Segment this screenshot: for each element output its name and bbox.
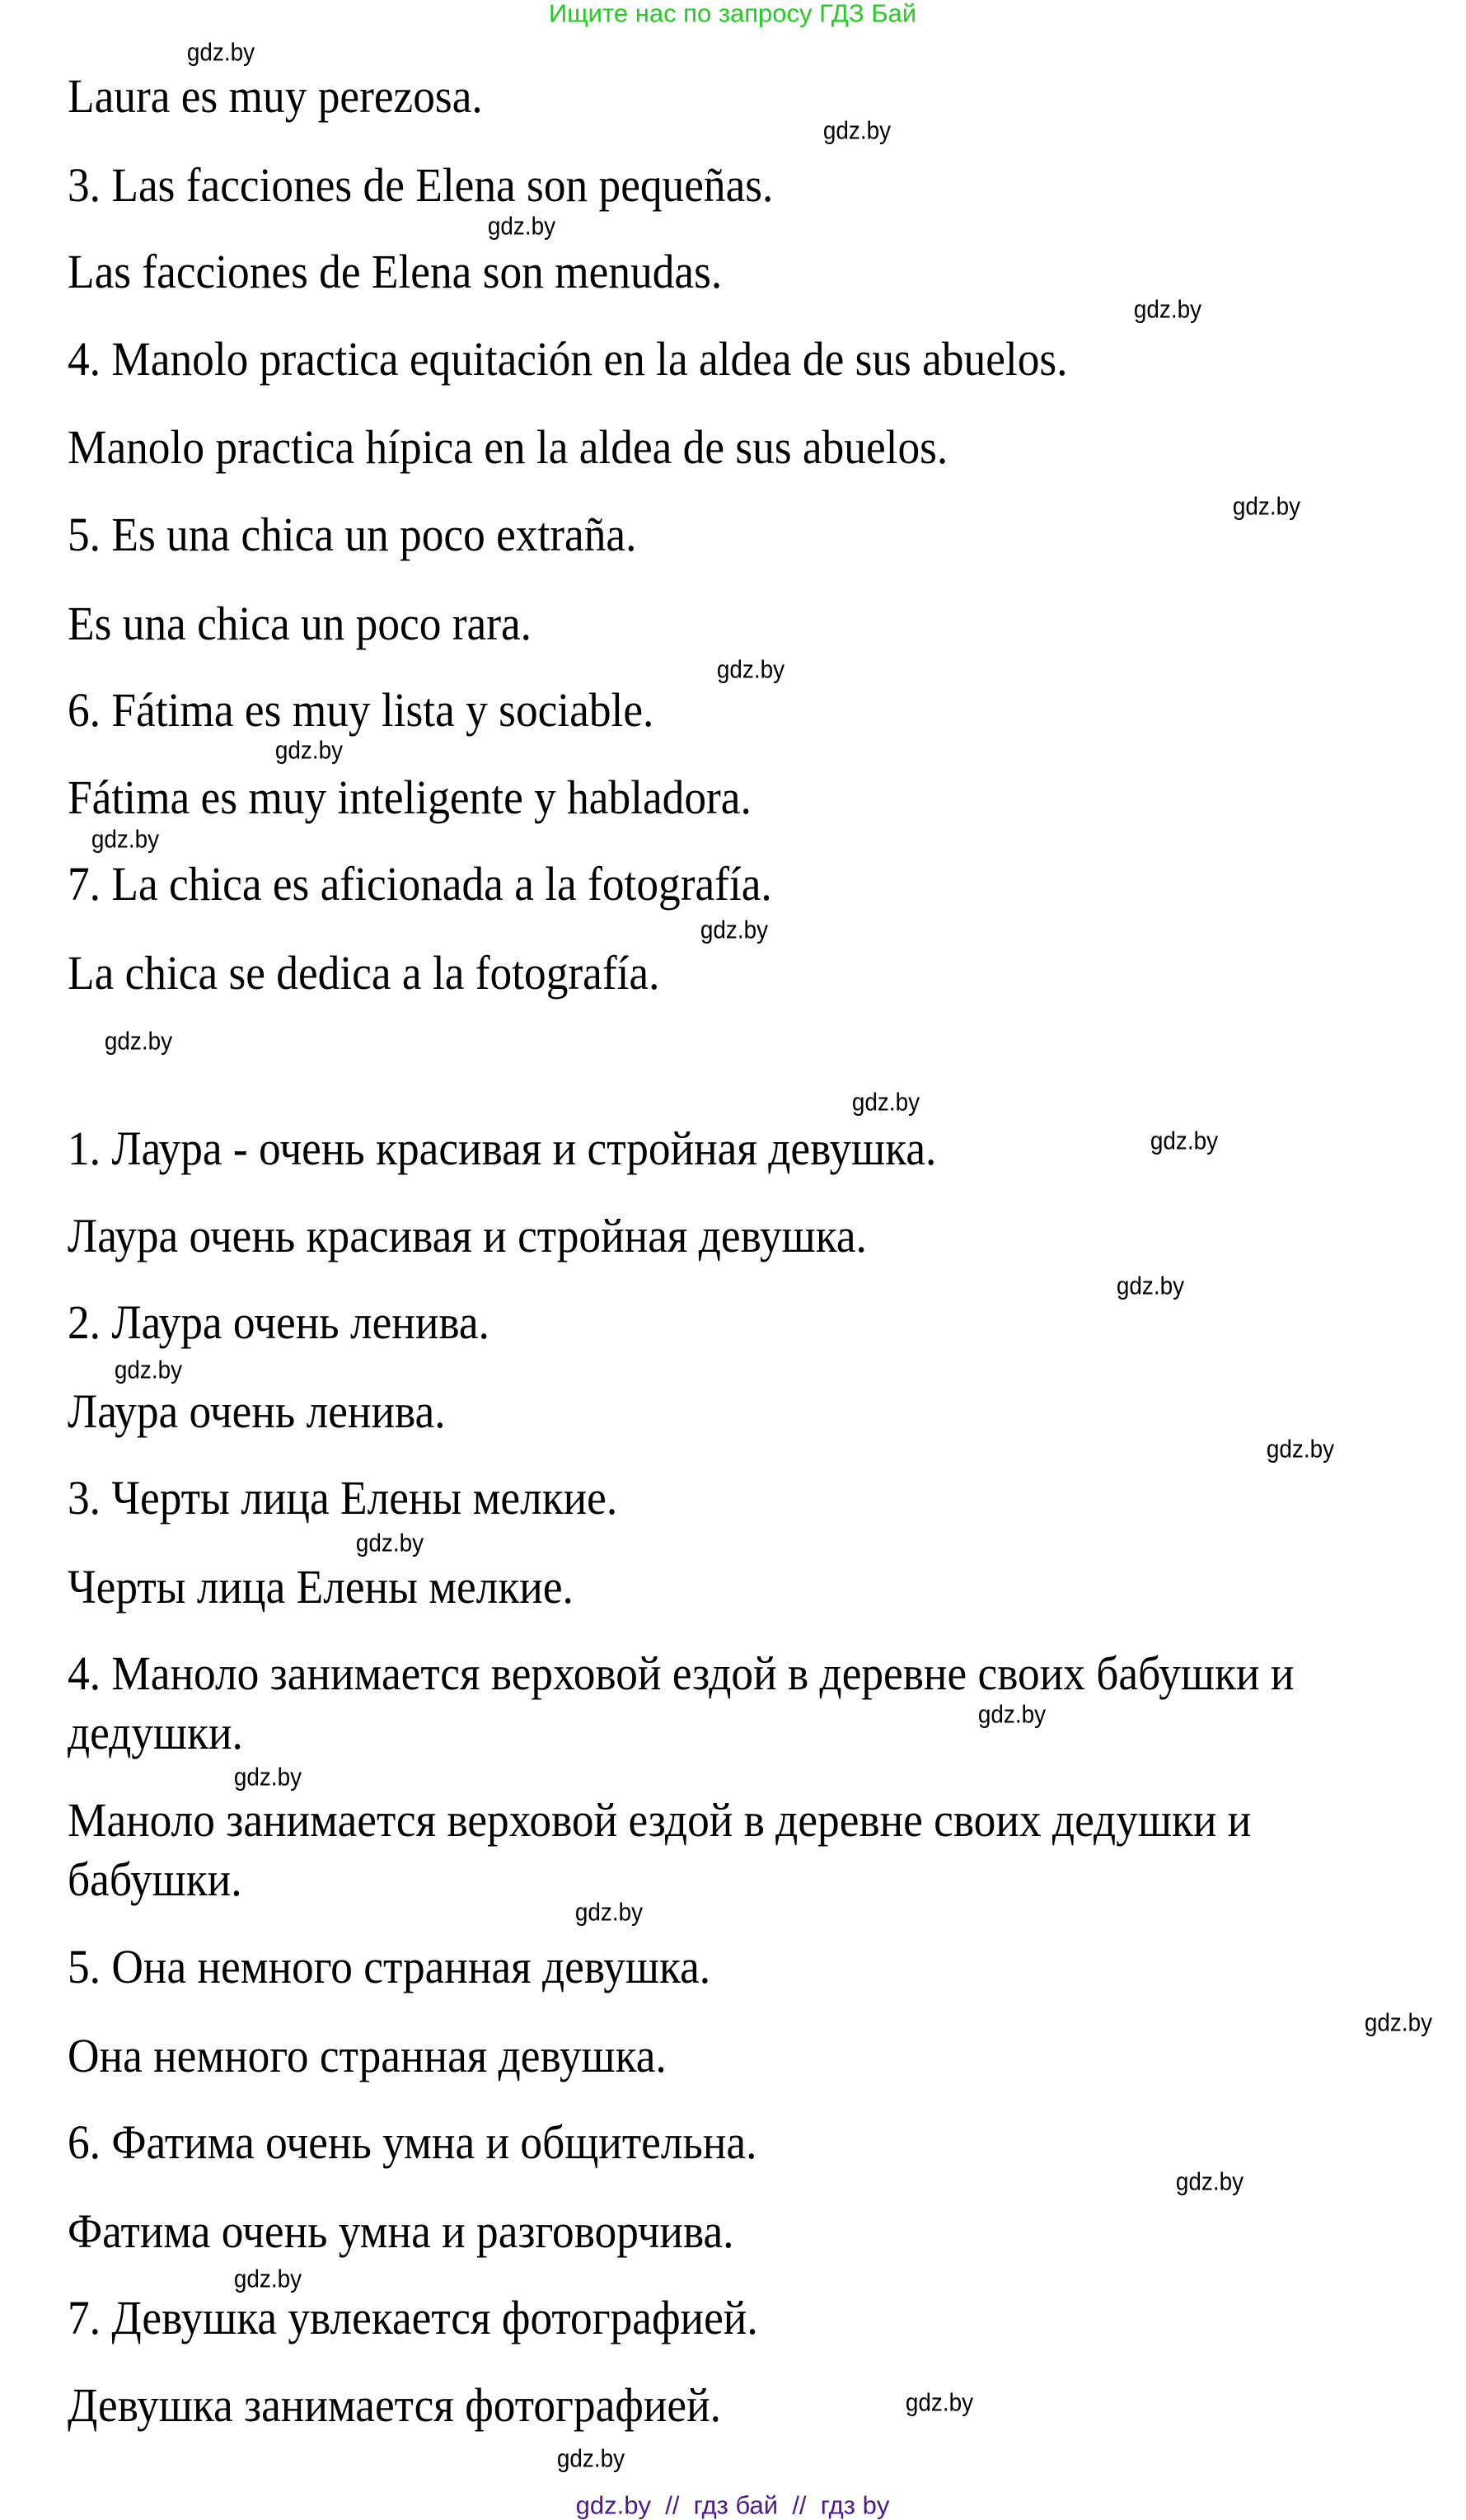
watermark: gdz.by	[91, 824, 160, 854]
watermark: gdz.by	[233, 1762, 302, 1792]
text-line: Фатима очень умна и разговорчива.	[68, 2204, 734, 2258]
footer-links[interactable]: gdz.by // гдз бай // гдз by	[575, 2490, 890, 2520]
watermark: gdz.by	[556, 2443, 625, 2473]
watermark: gdz.by	[1175, 2166, 1244, 2196]
text-line: Laura es muy perezosa.	[68, 69, 483, 123]
watermark: gdz.by	[716, 654, 785, 684]
text-line: Manolo practica hípica en la aldea de sus abuelos.	[68, 420, 948, 474]
watermark: gdz.by	[574, 1897, 644, 1927]
text-line: Лаура очень красивая и стройная девушка.	[68, 1209, 867, 1262]
text-line: 4. Маноло занимается верховой ездой в деревне своих бабушки и дедушки.	[68, 1646, 1295, 1759]
watermark: gdz.by	[1266, 1434, 1335, 1464]
watermark: gdz.by	[1116, 1271, 1185, 1300]
text-line: Лаура очень ленива.	[68, 1384, 446, 1438]
text-line: 6. Fátima es muy lista y sociable.	[68, 683, 654, 737]
watermark: gdz.by	[822, 115, 892, 145]
watermark: gdz.by	[1150, 1126, 1219, 1155]
watermark: gdz.by	[104, 1026, 173, 1056]
watermark: gdz.by	[114, 1355, 183, 1384]
text-line: La chica se dedica a la fotografía.	[68, 946, 660, 1000]
text-line: 5. Es una chica un poco extraña.	[68, 508, 637, 561]
text-line: 1. Лаура - очень красивая и стройная девушка.	[68, 1122, 937, 1175]
watermark: gdz.by	[851, 1087, 920, 1117]
watermark: gdz.by	[233, 2264, 302, 2293]
watermark: gdz.by	[905, 2387, 974, 2417]
watermark: gdz.by	[186, 37, 255, 67]
text-line: Она немного странная девушка.	[68, 2029, 667, 2082]
watermark: gdz.by	[700, 915, 769, 944]
watermark: gdz.by	[274, 735, 344, 765]
watermark: gdz.by	[487, 211, 556, 241]
watermark: gdz.by	[1133, 294, 1202, 324]
text-line: Черты лица Елены мелкие.	[68, 1560, 574, 1614]
text-line: Es una chica un poco rara.	[68, 597, 532, 650]
text-line: 3. Черты лица Елены мелкие.	[68, 1471, 618, 1525]
text-line: 7. La chica es aficionada a la fotografía.	[68, 857, 772, 911]
search-hint-header: Ищите нас по запросу ГДЗ Бай	[548, 0, 917, 28]
text-line: 2. Лаура очень ленива.	[68, 1295, 489, 1349]
text-line: 7. Девушка увлекается фотографией.	[68, 2291, 758, 2344]
watermark: gdz.by	[1364, 2007, 1433, 2037]
text-line: 3. Las facciones de Elena son pequeñas.	[68, 158, 774, 212]
text-line: Fátima es muy inteligente y habladora.	[68, 771, 752, 824]
text-line: Девушка занимается фотографией.	[68, 2378, 722, 2432]
text-line: Маноло занимается верховой ездой в деревне своих дедушки и бабушки.	[68, 1793, 1252, 1906]
watermark: gdz.by	[355, 1528, 424, 1557]
text-line: 6. Фатима очень умна и общительна.	[68, 2115, 757, 2169]
text-line: Las facciones de Elena son menudas.	[68, 245, 723, 298]
watermark: gdz.by	[1232, 491, 1301, 521]
text-line: 4. Manolo practica equitación en la aldea de sus abuelos.	[68, 332, 1068, 386]
text-line: 5. Она немного странная девушка.	[68, 1940, 711, 1993]
watermark: gdz.by	[977, 1699, 1047, 1729]
